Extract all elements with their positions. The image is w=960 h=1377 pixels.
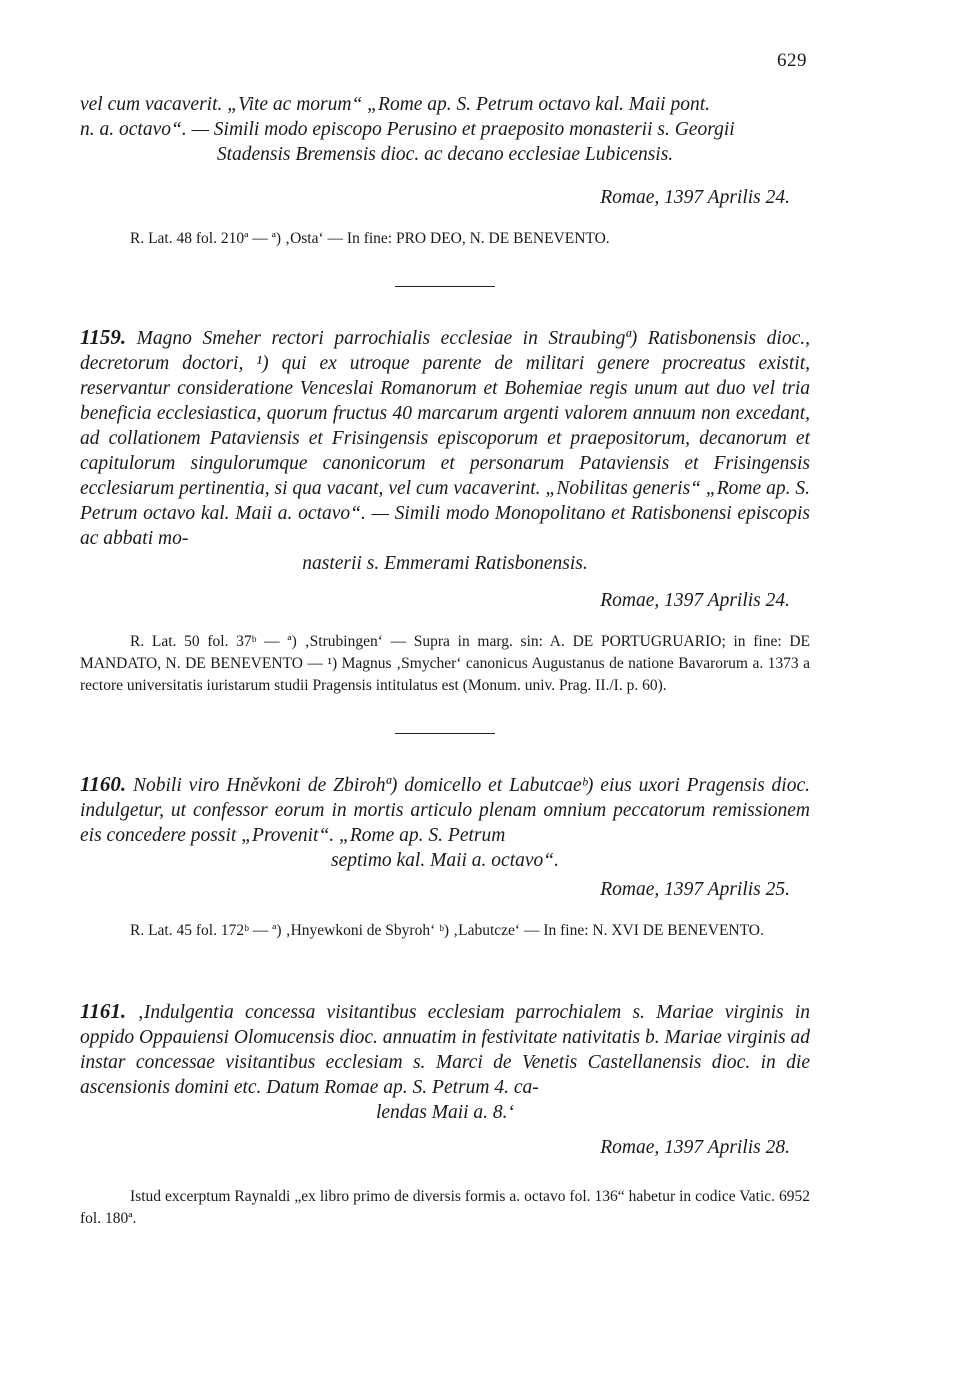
intro-date: Romae, 1397 Aprilis 24. [600,187,790,208]
entry-last-line: septimo kal. Maii a. octavo“. [330,850,559,871]
entry-note: R. Lat. 50 fol. 37ᵇ — ª) ‚Strubingen‘ — Supra in marg. sin: A. DE PORTUGRUARIO; in fine: DE MANDATO, N. DE BENEVENTO — ¹) Magnus ‚Smycher‘ canonicus Augustanus de natione Bavarorum a. 1373 a rectore universitatis iuristarum studii Pragensis intitulatus est (Monum. univ. Prag. II./I. p. 60). [80,633,810,694]
entry-date: Romae, 1397 Aprilis 24. [600,590,790,611]
entry-1160 [80,772,810,942]
section-spacer [395,968,495,969]
entry-last-line: lendas Maii a. 8.‘ [375,1102,515,1123]
entry-note: Istud excerptum Raynaldi „ex libro primo de diversis formis a. octavo fol. 136“ habetur in codice Vatic. 6952 fol. 180ª. [80,1188,810,1227]
intro-fragment [80,92,810,250]
page-content [80,92,810,1230]
entry-1159 [80,325,810,697]
entry-body [80,325,810,551]
entry-body [80,999,810,1100]
intro-line-1: vel cum vacaverit. „Vite ac morum“ „Rome ap. S. Petrum octavo kal. Maii pont. [80,94,711,115]
entry-text: Magno Smeher rectori parrochialis ecclesiae in Straubingª) Ratisbonensis dioc., decretorum doctori, ¹) qui ex utroque parente de militari genere procreatus existit, reservantur consideratione Venceslai Romanorum et Bohemiae regis unum aut duo vel tria beneficia ecclesiastica, quorum fructus 40 marcarum argenti valorem annuum non excedant, ad collationem Pataviensis et Frisingensis episcoporum et praepositorum, decanorum et capitulorum singulorumque canonicorum et personarum Pataviensis et Frisingensis ecclesiarum pertinentia, si qua vacant, vel cum vacaverint. „Nobilitas generis“ „Rome ap. S. Petrum octavo kal. Maii a. octavo“. — Simili modo Monopolitano et Ratisbonensi episcopis ac abbati mo- [80,328,810,549]
entry-text: ‚Indulgentia concessa visitantibus ecclesiam parrochialem s. Mariae virginis in oppido Oppauiensi Olomucensis dioc. annuatim in festivitate nativitatis b. Mariae virginis ad instar concessae visitantibus ecclesiam s. Marci de Venetis Castellanensis dioc. in die ascensionis domini etc. Datum Romae ap. S. Petrum 4. ca- [80,1002,811,1098]
entry-number: 1159. [80,325,127,349]
section-divider [395,286,495,287]
intro-line-2: n. a. octavo“. — Simili modo episcopo Perusino et praeposito monasterii s. Georgii [80,119,735,140]
entry-note: R. Lat. 45 fol. 172ᵇ — ª) ‚Hnyewkoni de Sbyroh‘ ᵇ) ‚Labutcze‘ — In fine: N. XVI DE BENEVENTO. [130,922,764,939]
entry-number: 1161. [80,999,127,1023]
section-divider [395,733,495,734]
entry-date: Romae, 1397 Aprilis 28. [600,1137,790,1158]
entry-date: Romae, 1397 Aprilis 25. [600,879,790,900]
entry-body [80,772,810,848]
entry-text: Nobili viro Hněvkoni de Zbirohª) domicello et Labutcaeᵇ) eius uxori Pragensis dioc. indulgetur, ut confessor eorum in mortis articulo plenam omnium peccatorum remissionem eis concedere possit „Provenit“. „Rome ap. S. Petrum [80,775,811,846]
entry-1161 [80,999,810,1230]
entry-number: 1160. [80,772,127,796]
intro-centered-line: Stadensis Bremensis dioc. ac decano ecclesiae Lubicensis. [216,144,674,165]
intro-note: R. Lat. 48 fol. 210ª — ª) ‚Osta‘ — In fine: PRO DEO, N. DE BENEVENTO. [130,230,610,247]
entry-last-line: nasterii s. Emmerami Ratisbonensis. [302,553,588,574]
page-number: 629 [777,50,807,71]
